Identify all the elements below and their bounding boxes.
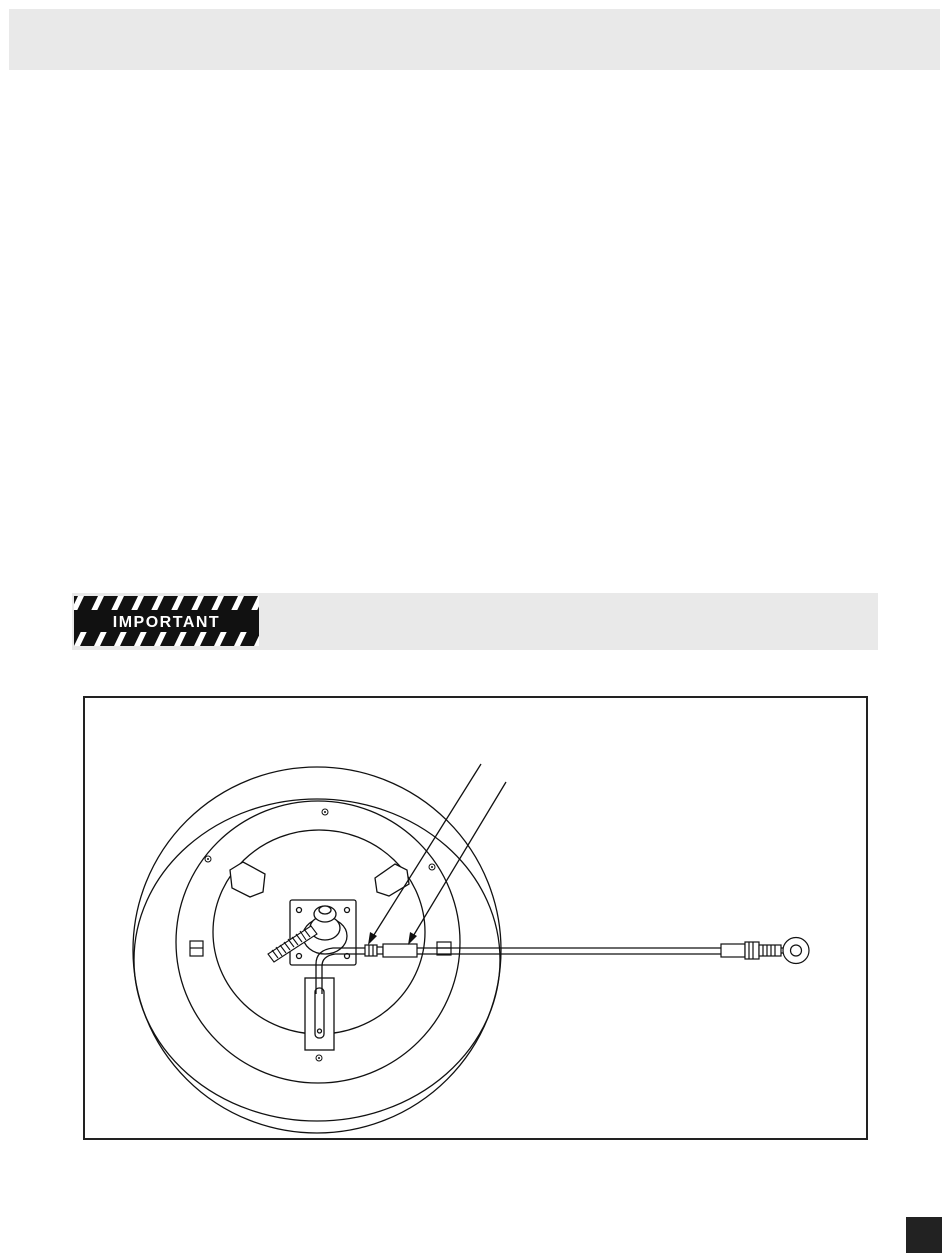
end-sleeve: [721, 944, 745, 957]
important-notice-bar: [72, 593, 878, 650]
ferrule-fitting: [365, 945, 377, 956]
arrowhead-icon: [368, 932, 377, 945]
arrowhead-icon: [408, 932, 417, 945]
right-clip: [375, 864, 409, 896]
header-band: [9, 9, 940, 70]
leader-line-2: [412, 782, 506, 938]
important-label: IMPORTANT: [112, 614, 221, 631]
page-corner-tab: [906, 1217, 942, 1253]
hazard-stripes-icon: [74, 596, 259, 646]
cable-sleeve: [383, 944, 417, 957]
cable-assembly-diagram: [85, 698, 866, 1138]
important-badge: [74, 596, 259, 646]
figure-frame: [83, 696, 868, 1140]
end-thread: [759, 945, 781, 956]
left-clip: [230, 862, 265, 897]
